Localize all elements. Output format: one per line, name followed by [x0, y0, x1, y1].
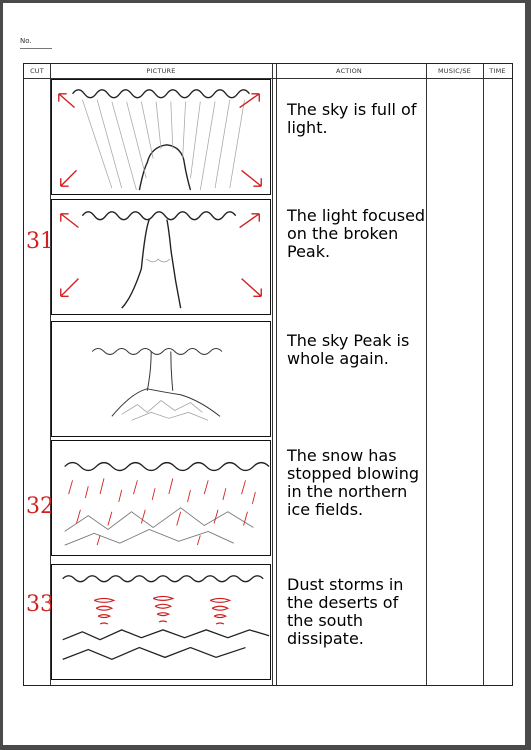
- action-text-5: Dust storms in the deserts of the south dissipate.: [287, 575, 404, 648]
- cut-number-33: 33: [26, 592, 54, 617]
- frame-2-focused-light-sketch: [51, 199, 271, 315]
- frame-4-ice-fields-sketch: [51, 440, 271, 556]
- storyboard-sheet: [23, 63, 513, 686]
- frame-3-whole-peak-sketch: [51, 321, 271, 437]
- column-header-cut: CUT: [30, 67, 44, 75]
- column-header-picture: PICTURE: [146, 67, 176, 75]
- cut-number-32: 32: [26, 494, 54, 519]
- column-header-time: TIME: [489, 67, 506, 75]
- number-label: No.: [20, 37, 32, 45]
- frame-1-sky-light-sketch: [51, 79, 271, 195]
- column-divider: [272, 64, 273, 685]
- storyboard-page: [3, 3, 525, 745]
- column-divider: [276, 64, 277, 685]
- column-header-music: MUSIC/SE: [438, 67, 471, 75]
- action-text-1: The sky is full of light.: [287, 100, 417, 137]
- frame-5-desert-storms-sketch: [51, 564, 271, 680]
- action-text-4: The snow has stopped blowing in the northern ice fields.: [287, 446, 420, 519]
- cut-number-31: 31: [26, 229, 54, 254]
- column-divider: [483, 64, 484, 685]
- column-header-action: ACTION: [336, 67, 362, 75]
- action-text-2: The light focused on the broken Peak.: [287, 206, 426, 261]
- action-text-3: The sky Peak is whole again.: [287, 331, 410, 368]
- number-underline: [20, 48, 52, 49]
